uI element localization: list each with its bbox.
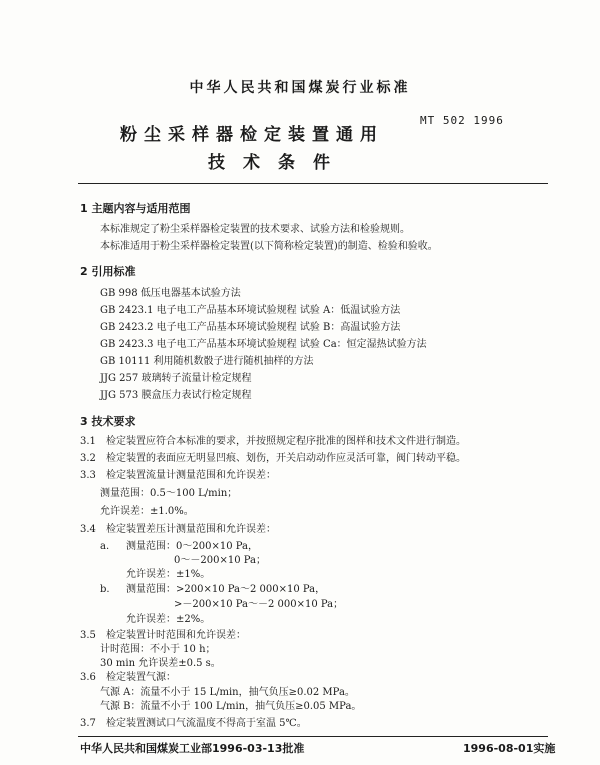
clause-3-4-text: 检定装置差压计测量范围和允许误差： [106,524,276,535]
reference-item: GB 2423.2 电子电工产品基本环境试验规程 试验 B：高温试验方法 [100,322,401,333]
reference-item: GB 998 低压电器基本试验方法 [100,288,241,299]
clause-number: 3.6 [80,672,96,683]
pressure-range-a: 测量范围：0～200×10 Pa， [126,541,258,552]
item-label-b: b. [100,584,110,595]
clause-number: 3.5 [80,630,96,641]
clause-3-7-text: 检定装置测试口气流温度不得高于室温 5℃。 [106,718,307,729]
section-2-heading: 2 引用标准 [80,265,136,278]
pressure-range-b-negative: >－200×10 Pa～－2 000×10 Pa； [174,599,344,610]
footer-divider [78,736,548,737]
document-title-line1: 粉尘采样器检定装置通用 [120,125,384,145]
clause-3-3-text: 检定装置流量计测量范围和允许误差： [106,470,276,481]
clause-number: 3.3 [80,470,96,481]
clause-3-6-text: 检定装置气源： [106,672,176,683]
section-3-heading: 3 技术要求 [80,415,136,428]
clause-number: 3.2 [80,453,96,464]
reference-item: JJG 257 玻璃转子流量计检定规程 [100,373,252,384]
reference-item: GB 10111 利用随机数骰子进行随机抽样的方法 [100,356,314,367]
header-divider [78,183,548,184]
gas-source-b: 气源 B：流量不小于 100 L/min，抽气负压≥0.05 MPa。 [100,701,362,712]
clause-3-2-text: 检定装置的表面应无明显凹痕、划伤，开关启动动作应灵活可靠，阀门转动平稳。 [106,453,466,464]
section-1-paragraph-1: 本标准规定了粉尘采样器检定装置的技术要求、试验方法和检验规则。 [100,224,410,235]
standard-code: MT 502 1996 [420,114,504,127]
section-1-heading: 1 主题内容与适用范围 [80,202,191,215]
pressure-error-b: 允许误差：±2%。 [126,614,211,625]
flow-range: 测量范围：0.5～100 L/min； [100,488,238,499]
document-title-line2: 技术条件 [208,153,348,173]
section-1-paragraph-2: 本标准适用于粉尘采样器检定装置(以下简称检定装置)的制造、检验和验收。 [100,241,438,252]
timer-range: 计时范围：不小于 10 h； [100,644,216,655]
pressure-range-a-negative: 0～－200×10 Pa； [174,555,266,566]
clause-number: 3.1 [80,436,96,447]
effective-date: 1996-08-01实施 [463,742,556,755]
standard-organization: 中华人民共和国煤炭行业标准 [189,80,411,96]
clause-number: 3.4 [80,524,96,535]
approval-info: 中华人民共和国煤炭工业部1996-03-13批准 [80,742,305,755]
pressure-range-b: 测量范围：>200×10 Pa～2 000×10 Pa， [126,584,326,595]
gas-source-a: 气源 A：流量不小于 15 L/min，抽气负压≥0.02 MPa。 [100,687,355,698]
reference-item: GB 2423.3 电子电工产品基本环境试验规程 试验 Ca：恒定湿热试验方法 [100,339,427,350]
pressure-error-a: 允许误差：±1%。 [126,569,211,580]
clause-3-5-text: 检定装置计时范围和允许误差： [106,630,246,641]
item-label-a: a. [100,541,110,552]
timer-error: 30 min 允许误差±0.5 s。 [100,658,221,669]
flow-error: 允许误差：±1.0%。 [100,506,194,517]
clause-number: 3.7 [80,718,96,729]
reference-item: JJG 573 膜盒压力表试行检定规程 [100,390,252,401]
clause-3-1-text: 检定装置应符合本标准的要求，并按照规定程序批准的图样和技术文件进行制造。 [106,436,466,447]
reference-item: GB 2423.1 电子电工产品基本环境试验规程 试验 A：低温试验方法 [100,305,401,316]
